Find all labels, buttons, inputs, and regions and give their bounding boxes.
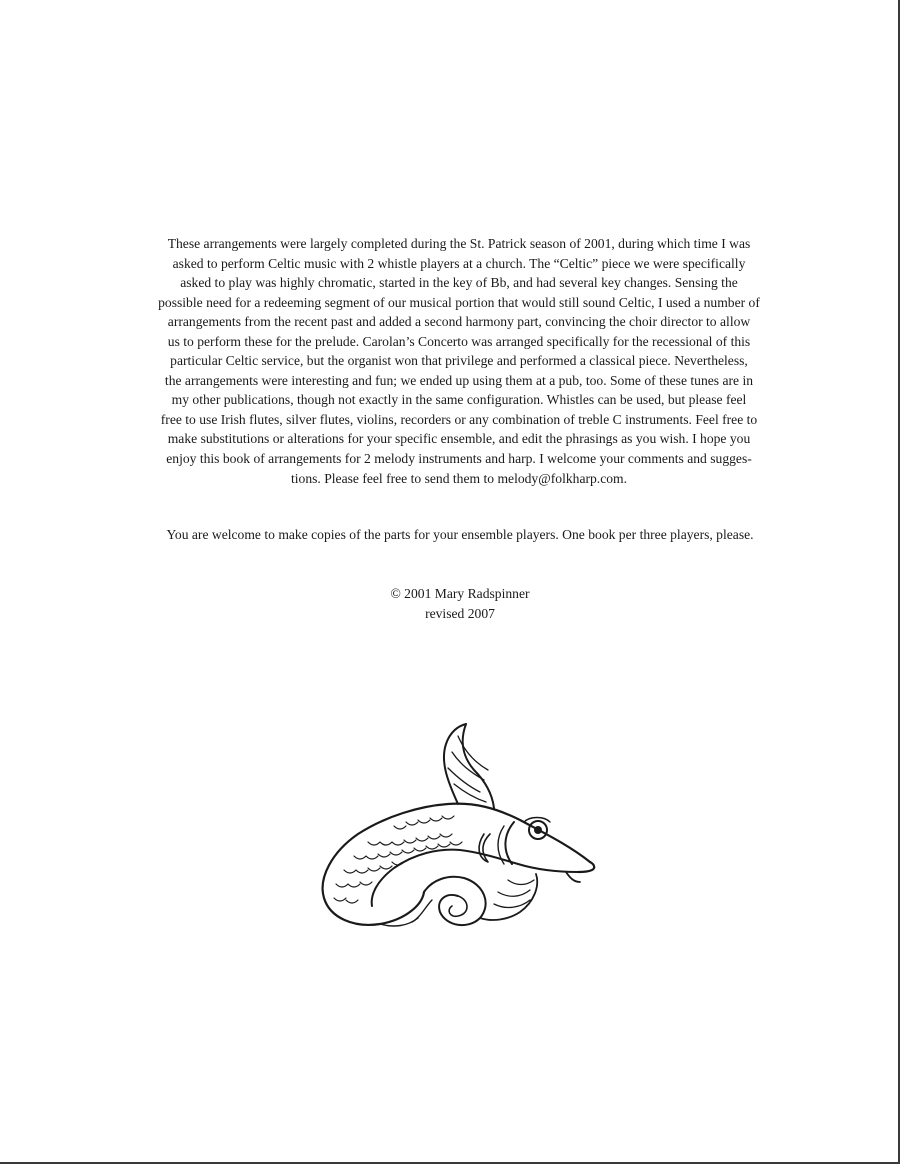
intro-line: asked to play was highly chromatic, started in the key of Bb, and had several key changes. Sensing the [180, 275, 738, 291]
copyright-block [260, 584, 660, 623]
intro-line: free to use Irish flutes, silver flutes, violins, recorders or any combination of treble C instruments. Feel free to [160, 411, 758, 427]
intro-line: my other publications, though not exactly in the same configuration. Whistles can be used, but please feel [171, 392, 747, 408]
intro-line: possible need for a redeeming segment of our musical portion that would still sound Celtic, I used a number of [158, 294, 760, 310]
intro-paragraph [98, 234, 820, 488]
revised-line: revised 2007 [425, 605, 495, 621]
intro-line: enjoy this book of arrangements for 2 melody instruments and harp. I welcome your comments and sugges- [166, 451, 752, 467]
intro-line: particular Celtic service, but the organist won that privilege and performed a classical piece. Nevertheless, [170, 353, 748, 369]
copyright-line: © 2001 Mary Radspinner [390, 586, 530, 601]
intro-line: tions. Please feel free to send them to melody@folkharp.com. [290, 470, 628, 486]
intro-line: make substitutions or alterations for your specific ensemble, and edit the phrasings as you wish. I hope you [167, 431, 751, 447]
fish-illustration [308, 722, 598, 930]
intro-line: asked to perform Celtic music with 2 whistle players at a church. The “Celtic” piece we were specifically [172, 255, 746, 271]
intro-line: us to perform these for the prelude. Carolan’s Concerto was arranged specifically for the recessional of this [167, 333, 751, 349]
intro-line: These arrangements were largely completed during the St. Patrick season of 2001, during which time I was [167, 236, 751, 251]
copies-note: You are welcome to make copies of the parts for your ensemble players. One book per three players, please. [166, 527, 754, 542]
intro-line: the arrangements were interesting and fun; we ended up using them at a pub, too. Some of these tunes are in [164, 372, 754, 388]
intro-line: arrangements from the recent past and added a second harmony part, convincing the choir director to allow [167, 314, 751, 330]
